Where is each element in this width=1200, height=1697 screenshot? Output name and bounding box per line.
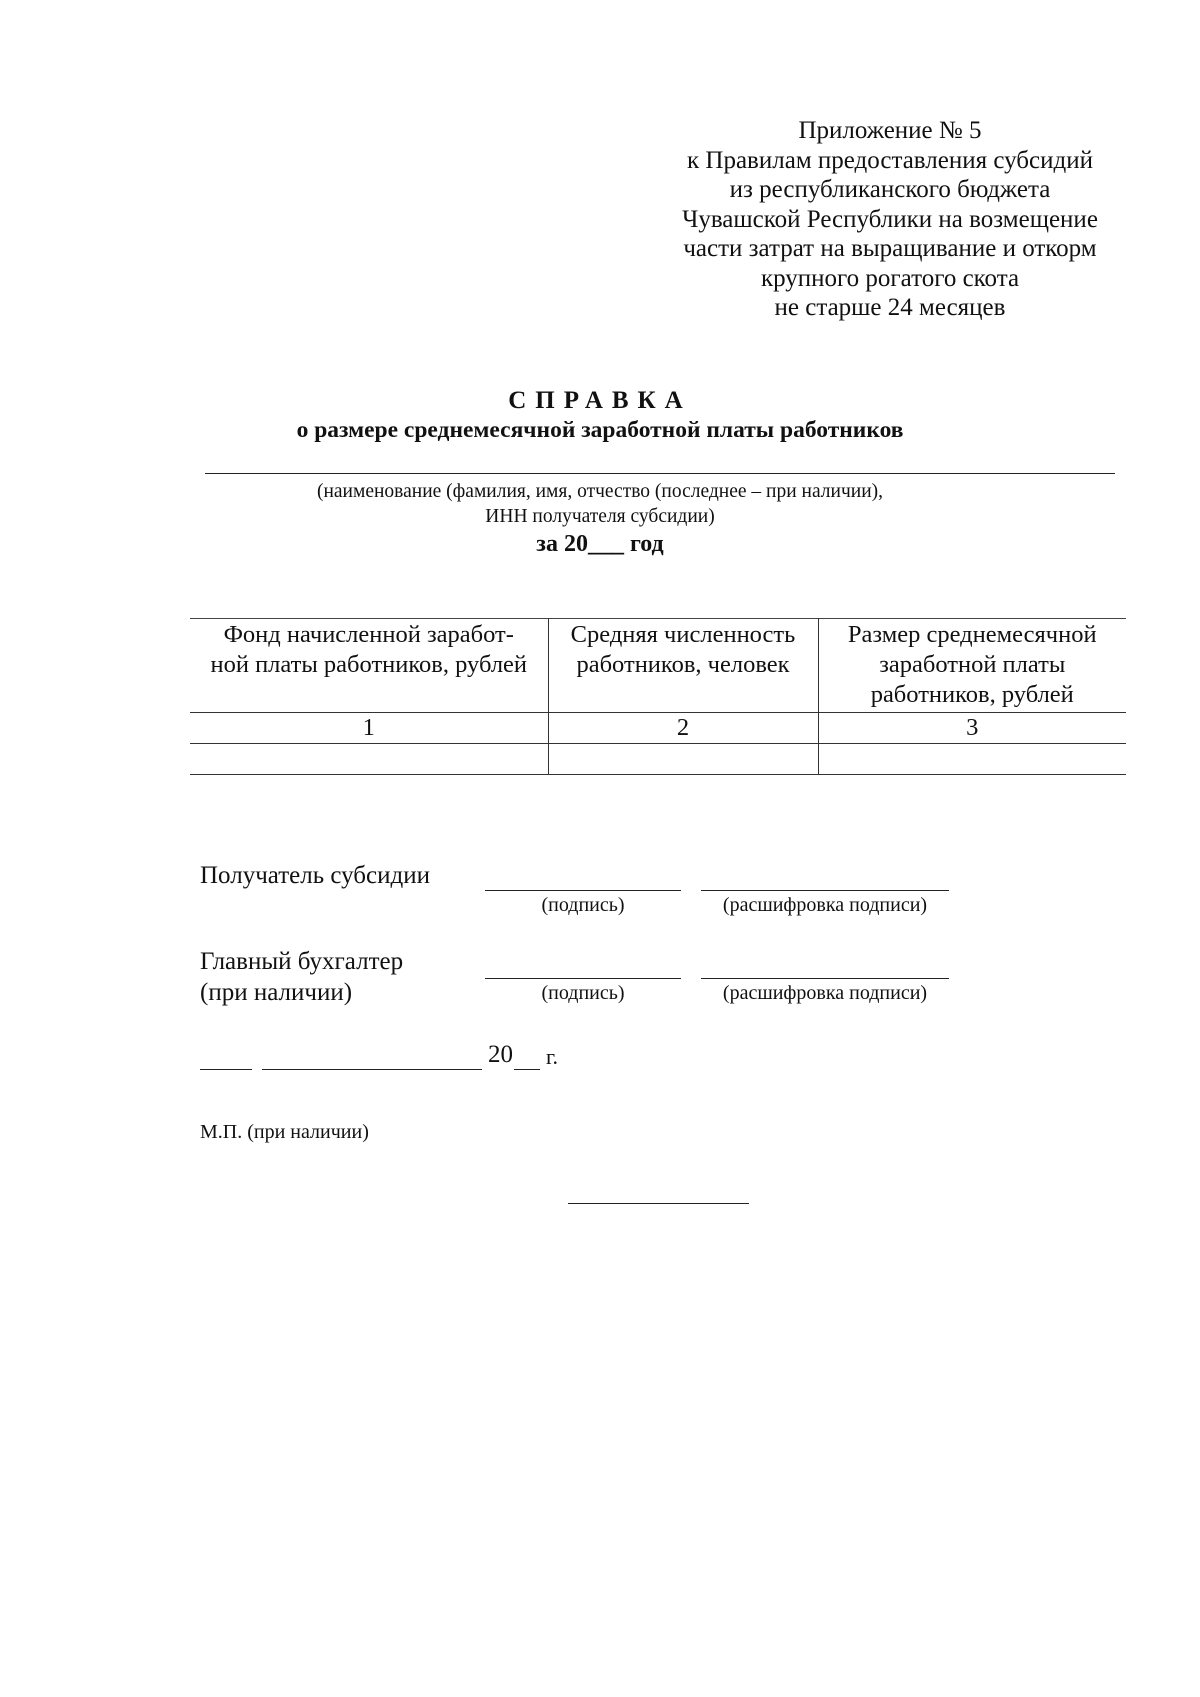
report-period: за 20___ год [536,531,664,557]
chief-accountant-decoding-line[interactable] [701,978,949,979]
date-year-prefix: 20 [488,1041,513,1068]
table-cell-payroll-fund[interactable] [190,744,548,775]
appendix-line: части затрат на выращивание и откорм [683,235,1097,262]
stamp-place: М.П. (при наличии) [200,1121,369,1143]
header-text: Размер среднемесячной [847,621,1097,648]
date-month-line[interactable] [262,1069,482,1070]
header-text: работников, рублей [870,681,1074,708]
signature-caption: (подпись) [541,982,625,1004]
table-column-numbers-row [190,713,1126,744]
name-caption-line2: ИНН получателя субсидии) [485,506,715,527]
appendix-line: к Правилам предоставления субсидий [687,146,1093,174]
header-average-salary [818,619,1126,713]
recipient-decoding-line[interactable] [701,890,949,891]
column-number: 1 [190,713,548,744]
date-year-line[interactable] [514,1069,540,1070]
recipient-name-caption [0,479,1200,529]
header-text: Фонд начисленной заработ- [223,621,514,648]
signature-caption: (подпись) [541,894,625,916]
name-caption-line1: (наименование (фамилия, имя, отчество (последнее – при наличии), [316,481,884,502]
chief-accountant-label-line2: (при наличии) [200,979,353,1006]
recipient-label: Получатель субсидии [200,862,430,889]
chief-accountant-label [200,946,403,1008]
column-number: 2 [548,713,818,744]
appendix-block [640,116,1140,323]
footer-separator [568,1203,749,1204]
appendix-line: Чувашской Республики на возмещение [682,205,1098,233]
appendix-line: крупного рогатого скота [760,264,1020,292]
header-text: работников, человек [576,651,790,678]
decoding-caption: (расшифровка подписи) [722,982,928,1004]
recipient-name-line [205,473,1115,474]
chief-accountant-label-line1: Главный бухгалтер [200,948,404,975]
chief-accountant-signature-line[interactable] [485,978,681,979]
appendix-line: не старше 24 месяцев [774,294,1006,321]
table-row [190,744,1126,775]
salary-table [190,618,1126,775]
appendix-line: Приложение № 5 [798,117,982,144]
header-text: ной платы работников, рублей [210,651,528,678]
date-suffix: г. [546,1044,559,1069]
appendix-line: из республиканского бюджета [729,176,1051,203]
date-day-line[interactable] [200,1069,252,1070]
decoding-caption: (расшифровка подписи) [722,894,928,916]
table-cell-average-salary[interactable] [818,744,1126,775]
header-text: Средняя численность [570,621,796,648]
header-payroll-fund [190,619,548,713]
table-cell-average-headcount[interactable] [548,744,818,775]
header-text: заработной платы [879,651,1066,678]
recipient-signature-line[interactable] [485,890,681,891]
document-title: СПРАВКА [508,387,692,414]
column-number: 3 [818,713,1126,744]
document-subtitle: о размере среднемесячной заработной платы работников [296,417,904,443]
table-header-row [190,619,1126,713]
header-average-headcount [548,619,818,713]
